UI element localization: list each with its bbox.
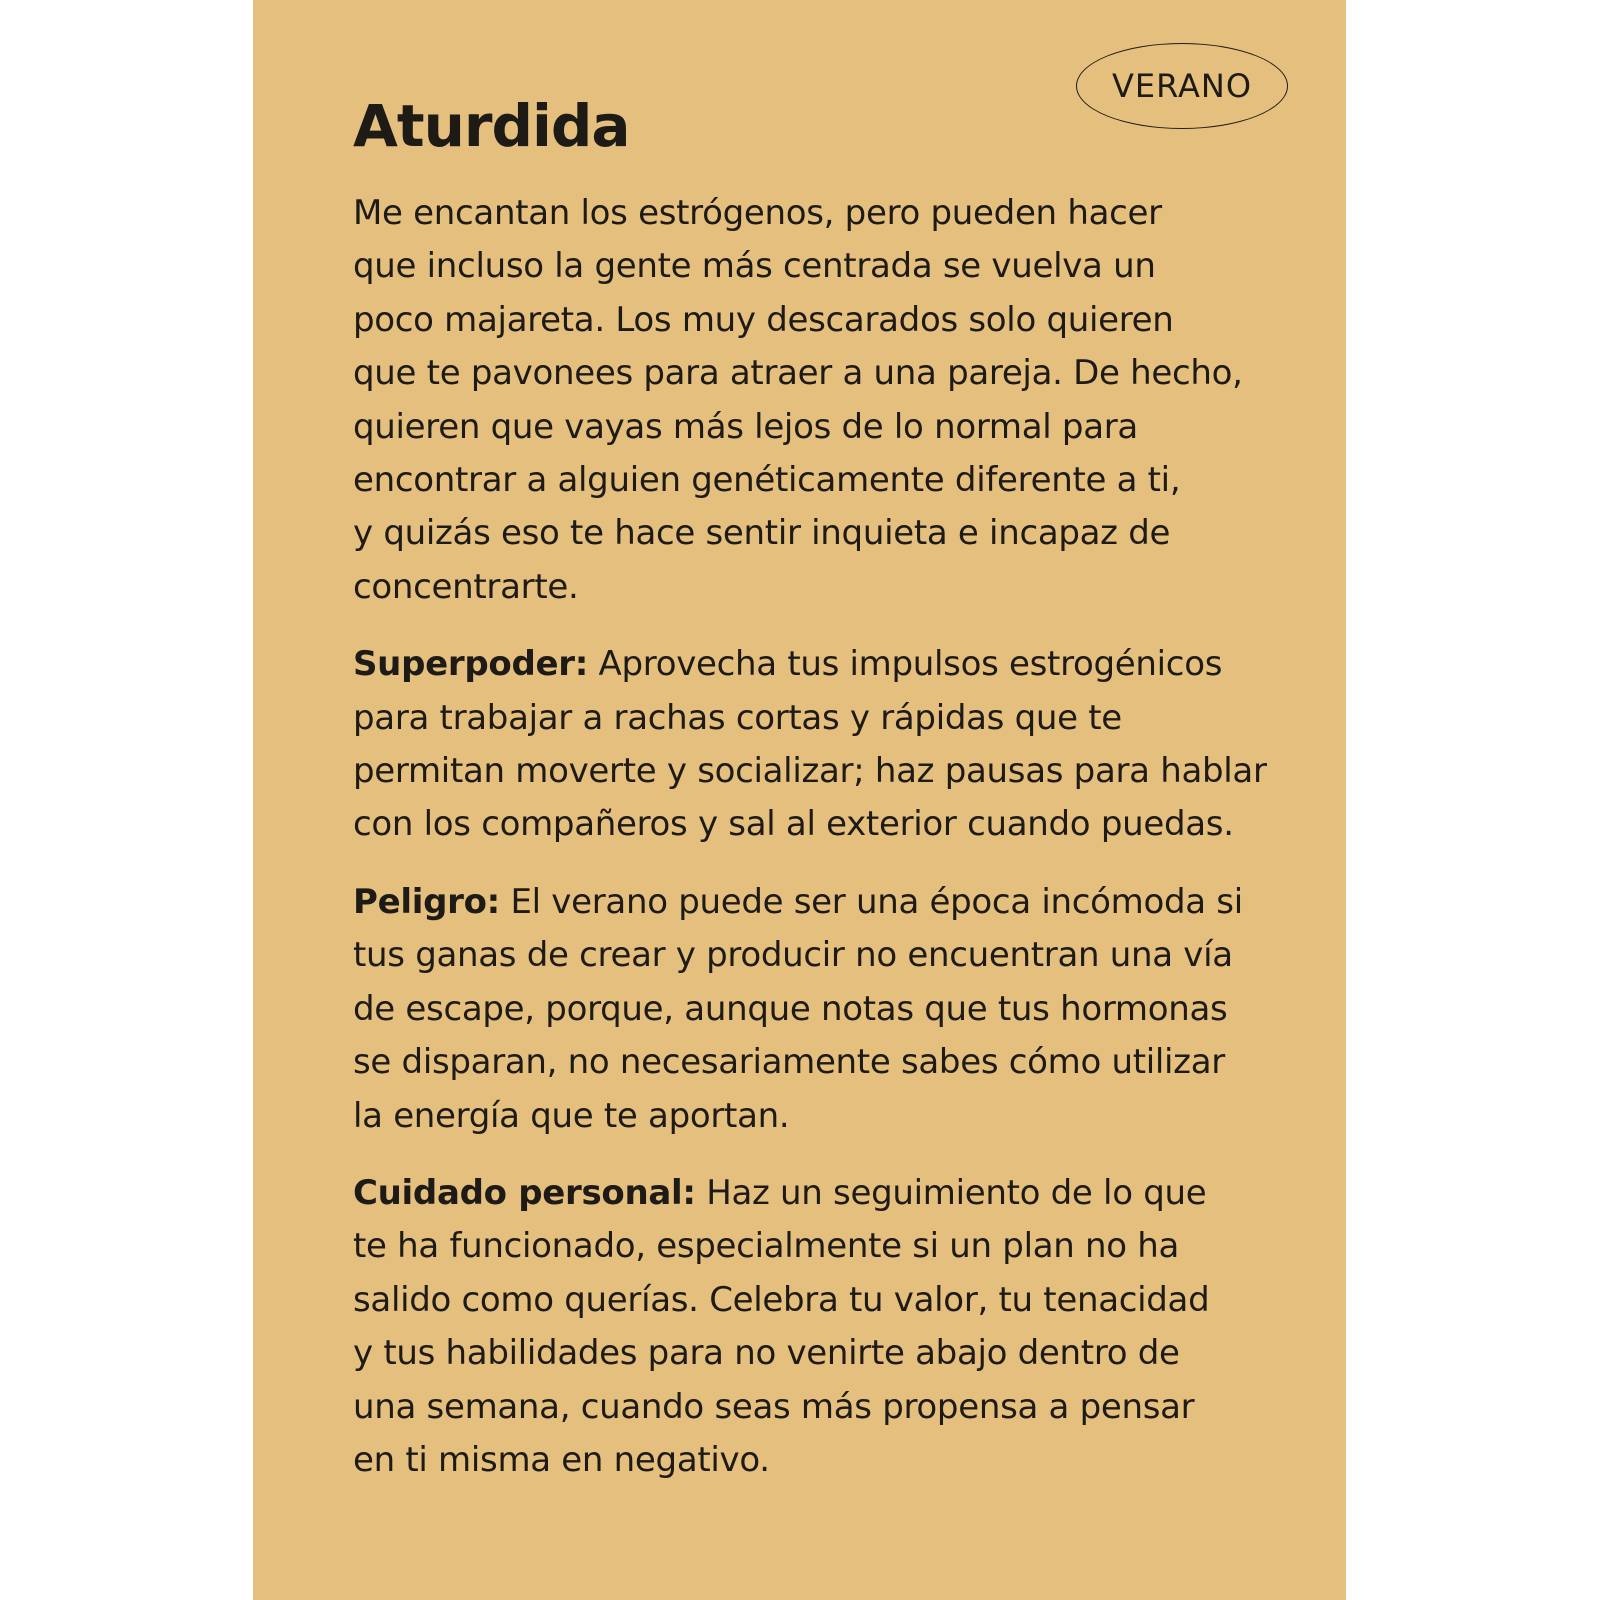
text-line: Me encantan los estrógenos, pero pueden hacer <box>353 193 1162 233</box>
text-line: tus ganas de crear y producir no encuentran una vía <box>353 935 1233 976</box>
text-line: en ti misma en negativo. <box>353 1439 770 1480</box>
danger-paragraph <box>353 876 1283 1143</box>
danger-text: El verano puede ser una época incómoda si <box>499 881 1243 922</box>
text-line: poco majareta. Los muy descarados solo quieren <box>353 299 1174 340</box>
text-line: encontrar a alguien genéticamente diferente a ti, <box>353 460 1181 501</box>
text-line: de escape, porque, aunque notas que tus hormonas <box>353 988 1228 1029</box>
text-line <box>353 876 1283 929</box>
text-line: se disparan, no necesariamente sabes cómo utilizar <box>353 1042 1225 1083</box>
text-line <box>353 1167 1283 1220</box>
text-line: concentrarte. <box>353 566 579 607</box>
superpower-label: Superpoder: <box>353 644 589 685</box>
card <box>253 0 1346 1600</box>
text-line: salido como querías. Celebra tu valor, tu tenacidad <box>353 1279 1210 1320</box>
intro-paragraph <box>353 187 1283 614</box>
card-title: Aturdida <box>353 92 630 160</box>
self-care-text: Haz un seguimiento de lo que <box>695 1172 1207 1213</box>
text-line <box>353 638 1283 691</box>
card-body <box>353 187 1283 1487</box>
danger-label: Peligro: <box>353 881 500 922</box>
self-care-label: Cuidado personal: <box>353 1172 696 1213</box>
text-line: una semana, cuando seas más propensa a pensar <box>353 1386 1195 1427</box>
superpower-paragraph <box>353 638 1283 852</box>
text-line: con los compañeros y sal al exterior cuando puedas. <box>353 804 1234 845</box>
text-line: la energía que te aportan. <box>353 1095 790 1136</box>
superpower-text: Aprovecha tus impulsos estrogénicos <box>588 644 1223 685</box>
text-line: que te pavonees para atraer a una pareja. De hecho, <box>353 353 1243 394</box>
self-care-paragraph <box>353 1167 1283 1487</box>
text-line: quieren que vayas más lejos de lo normal para <box>353 406 1138 447</box>
text-line: que incluso la gente más centrada se vuelva un <box>353 246 1156 287</box>
season-badge: VERANO <box>1076 43 1288 129</box>
text-line: y quizás eso te hace sentir inquieta e incapaz de <box>353 513 1171 554</box>
text-line: y tus habilidades para no venirte abajo dentro de <box>353 1333 1180 1374</box>
text-line: te ha funcionado, especialmente si un plan no ha <box>353 1226 1180 1267</box>
text-line: permitan moverte y socializar; haz pausas para hablar <box>353 751 1267 792</box>
text-line: para trabajar a rachas cortas y rápidas que te <box>353 697 1122 738</box>
